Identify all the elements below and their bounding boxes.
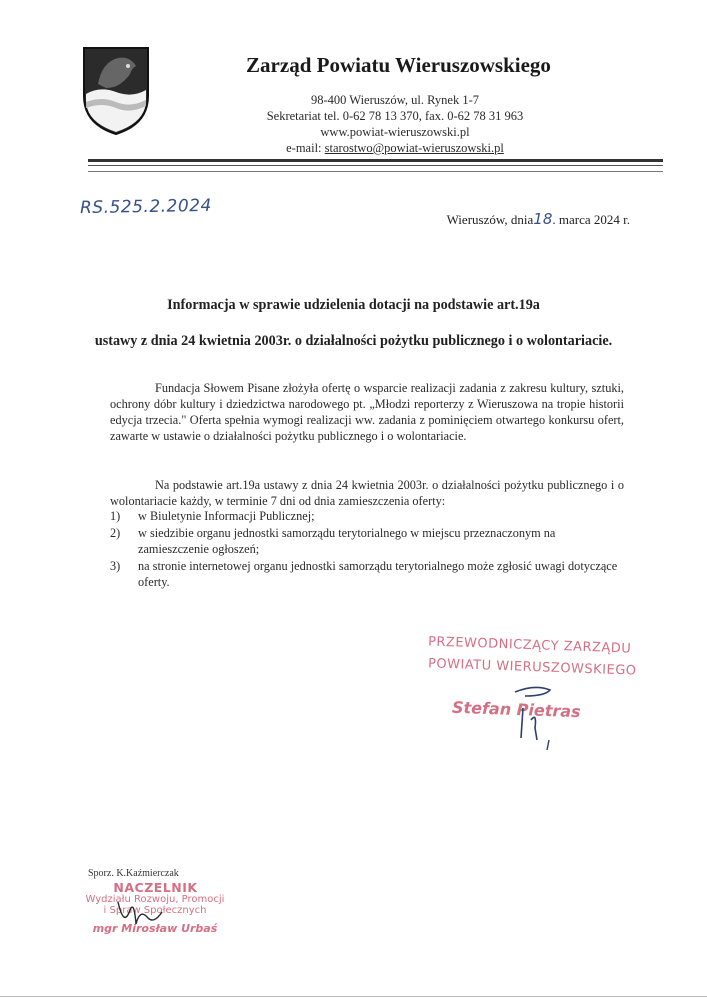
- list-item: [110, 525, 624, 557]
- prepared-by: Sporz. K.Kaźmierczak: [88, 868, 179, 879]
- list-item-number: 1): [110, 509, 121, 523]
- head-stamp-name: mgr Mirosław Urbaś: [92, 922, 218, 935]
- organization-phones: Sekretariat tel. 0-62 78 13 370, fax. 0-62 78 31 963: [266, 109, 524, 123]
- organization-email-line: [230, 140, 560, 156]
- organization-address: 98-400 Wieruszów, ul. Rynek 1-7: [310, 93, 480, 107]
- date-prefix: Wieruszów, dnia: [446, 212, 534, 227]
- header-rule-thin: [88, 165, 663, 166]
- chair-stamp-county: POWIATU WIERUSZOWSKIEGO: [427, 656, 637, 679]
- list-item-number: 2): [110, 526, 121, 540]
- list-item-text: w Biuletynie Informacji Publicznej;: [138, 509, 315, 523]
- reference-number: RS.525.2.2024: [79, 195, 213, 219]
- list-item: [110, 508, 624, 524]
- email-label: e-mail:: [286, 141, 325, 155]
- head-stamp-title: NACZELNIK: [113, 880, 198, 895]
- document-title-line1: Informacja w sprawie udzielenia dotacji na podstawie art.19a: [167, 297, 540, 313]
- list-item-text: w siedzibie organu jednostki samorządu terytorialnego w miejscu przeznaczonym na zamieszczenie ogłoszeń;: [138, 526, 556, 556]
- organization-website[interactable]: www.powiat-wieruszowski.pl: [320, 125, 470, 139]
- list-item: [110, 558, 624, 590]
- head-signature-icon: [110, 888, 170, 933]
- header-rule-bottom: [88, 171, 663, 172]
- body-paragraph-2: Na podstawie art.19a ustawy z dnia 24 kwietnia 2003r. o działalności pożytku publicznego i o wolontariacie każdy, w terminie 7 dni od dnia zamieszczenia oferty:: [110, 478, 624, 508]
- email-link[interactable]: starostwo@powiat-wieruszowski.pl: [324, 141, 504, 155]
- organization-name: Zarząd Powiatu Wieruszowskiego: [246, 53, 551, 77]
- remarks-list: [110, 508, 624, 591]
- page-bottom-edge: [0, 996, 707, 997]
- body-paragraph-1: Fundacja Słowem Pisane złożyła ofertę o wsparcie realizacji zadania z zakresu kultury, sztuki, ochrony dóbr kultury i dziedzictwa narodowego pt. „Młodzi reporterzy z Wieruszowa na tropie historii edycja trzecia." Oferta spełnia wymogi realizacji ww. zadania z pominięciem otwartego konkursu ofert, zawarte w ustawie o działalności pożytku publicznego i o wolontariacie.: [110, 381, 624, 443]
- chair-stamp-title: PRZEWODNICZĄCY ZARZĄDU: [427, 634, 632, 657]
- date-day: 18: [533, 210, 553, 228]
- chair-signature-icon: [505, 680, 575, 750]
- list-item-number: 3): [110, 559, 121, 573]
- chair-stamp-name: Stefan Pietras: [451, 697, 581, 722]
- document-date: [410, 210, 630, 228]
- head-stamp-department-2: i Spraw Społecznych: [103, 905, 207, 916]
- head-stamp-department: Wydziału Rozwoju, Promocji: [85, 894, 225, 905]
- header-rule-thick: [88, 159, 663, 162]
- document-title-line2: ustawy z dnia 24 kwietnia 2003r. o działalności pożytku publicznego i o wolontariacie.: [94, 333, 613, 349]
- list-item-text: na stronie internetowej organu jednostki samorządu terytorialnego może zgłosić uwagi dotyczące oferty.: [138, 559, 618, 589]
- date-suffix: . marca 2024 r.: [552, 212, 630, 227]
